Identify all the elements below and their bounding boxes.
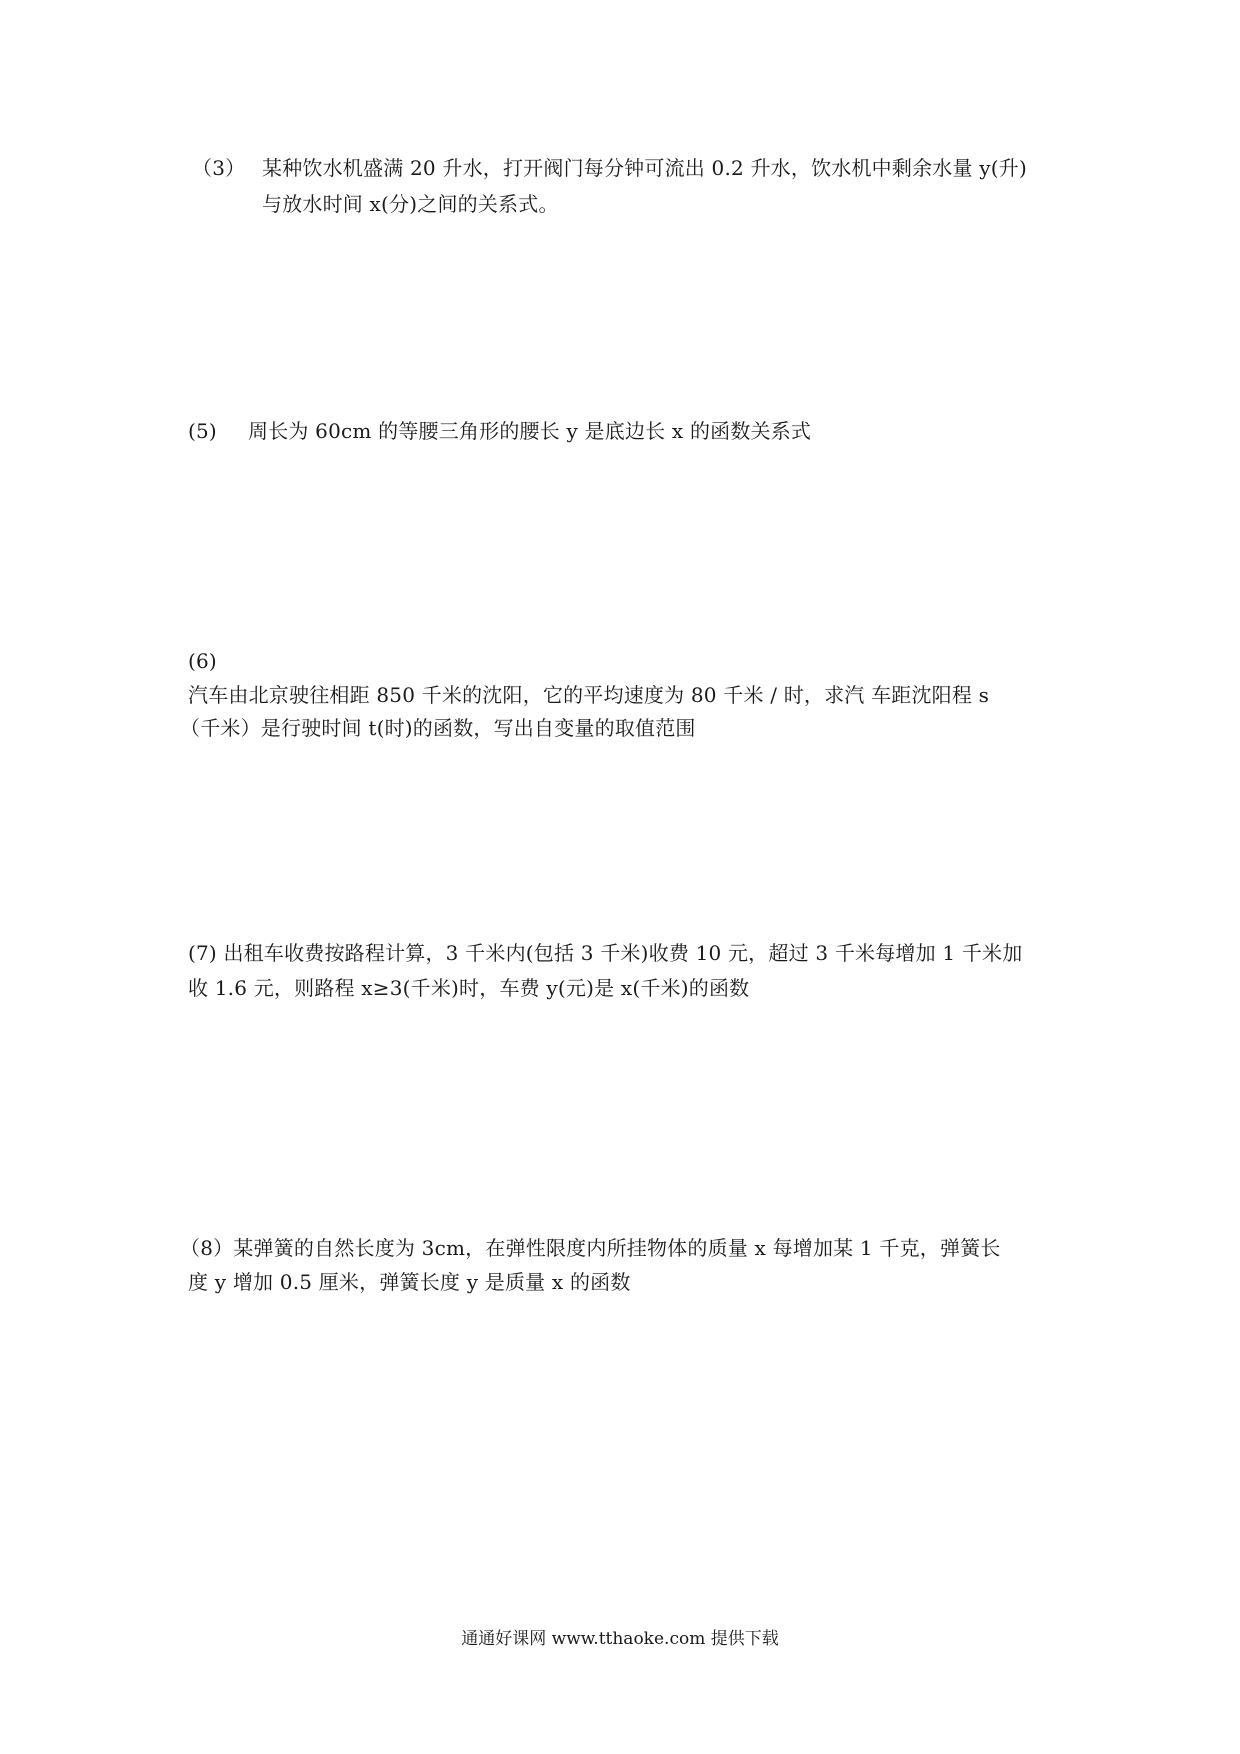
- problem-5-line-1: [188, 415, 811, 447]
- problem-5-label: (5): [188, 419, 217, 443]
- problem-3-text-1: 某种饮水机盛满 20 升水，打开阀门每分钟可流出 0.2 升水，饮水机中剩余水量 y(升): [262, 156, 1027, 180]
- problem-7-line-2: 收 1.6 元，则路程 x≥3(千米)时，车费 y(元)是 x(千米)的函数: [188, 976, 750, 1000]
- problem-3-label: （3）: [192, 156, 246, 180]
- problem-3-line-2: 与放水时间 x(分)之间的关系式。: [262, 192, 559, 216]
- problem-7-line-1: (7) 出租车收费按路程计算，3 千米内(包括 3 千米)收费 10 元，超过 3 千米每增加 1 千米加: [188, 941, 1023, 965]
- problem-8-line-2: 度 y 增加 0.5 厘米，弹簧长度 y 是质量 x 的函数: [188, 1270, 631, 1294]
- problem-6-line-1: 汽车由北京驶往相距 850 千米的沈阳，它的平均速度为 80 千米 / 时，求汽 车距沈阳程 s: [188, 683, 990, 707]
- problem-6-line-2: （千米）是行驶时间 t(时)的函数，写出自变量的取值范围: [180, 716, 696, 740]
- problem-5-text-1: 周长为 60cm 的等腰三角形的腰长 y 是底边长 x 的函数关系式: [248, 419, 812, 443]
- problem-3-line-1: [192, 152, 1027, 184]
- problem-8-line-1: （8）某弹簧的自然长度为 3cm，在弹性限度内所挂物体的质量 x 每增加某 1 千克，弹簧长: [180, 1236, 1001, 1260]
- page-footer: 通通好课网 www.tthaoke.com 提供下载: [461, 1629, 779, 1649]
- problem-6-label: (6): [188, 649, 217, 673]
